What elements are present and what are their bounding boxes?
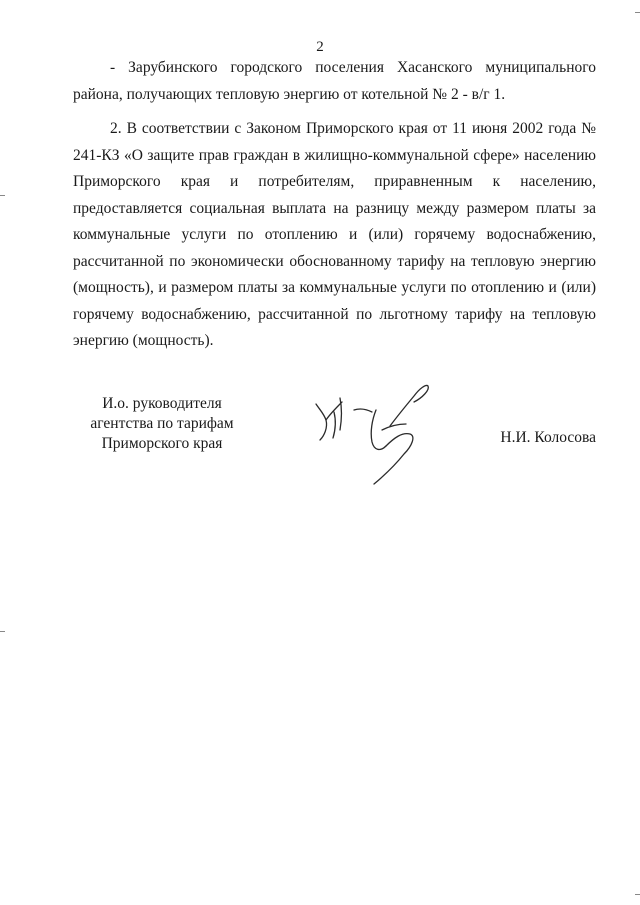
signatory-title-line: агентства по тарифам	[90, 415, 234, 432]
paragraph-2: 2. В соответствии с Законом Приморского края от 11 июня 2002 года № 241-КЗ «О защите прав граждан в жилищно-коммунальной сфере» населению Приморского края и потребителям, приравненным к населению, предоставляется социальная выплата на разницу между размером платы за коммунальные услуги по отоплению и (или) горячему водоснабжению, рассчитанной по экономически обоснованному тарифу на тепловую энергию (мощность), и размером платы за коммунальные услуги по отоплению и (или) горячему водоснабжению, рассчитанной по льготному тарифу на тепловую энергию (мощность).	[73, 120, 596, 349]
signatory-name: Н.И. Колосова	[500, 429, 596, 446]
page-number: 2	[316, 39, 324, 55]
scan-edge-mark	[635, 894, 640, 895]
scan-edge-mark	[635, 12, 640, 13]
document-body	[73, 55, 596, 355]
scan-edge-mark	[0, 631, 5, 632]
signatory-title-line: Приморского края	[101, 435, 223, 452]
signatory-title-line: И.о. руководителя	[102, 395, 222, 412]
paragraph-continuation: - Зарубинского городского поселения Хасанского муниципального района, получающих тепловую энергию от котельной № 2 - в/г 1.	[73, 59, 596, 103]
scan-edge-mark	[0, 195, 5, 196]
signature-block	[0, 380, 640, 490]
signatory-title	[72, 394, 252, 454]
handwritten-signature	[306, 380, 436, 490]
